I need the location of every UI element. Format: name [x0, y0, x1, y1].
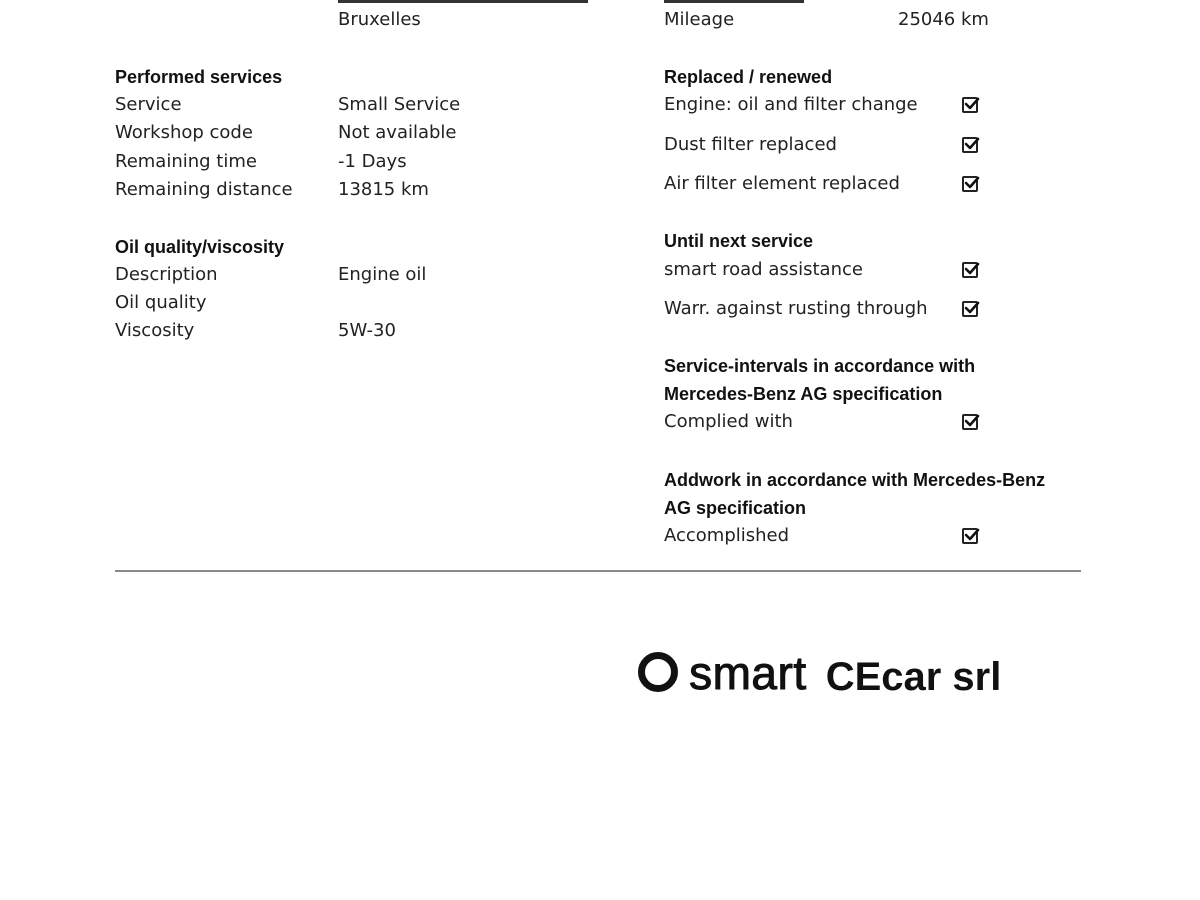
accomplished-checkbox[interactable]	[962, 528, 978, 544]
cutoff-text-fragment	[338, 0, 588, 3]
viscosity-value: 5W-30	[338, 320, 396, 341]
stamp-company: CEcar srl	[825, 655, 1002, 699]
check-icon	[963, 260, 981, 278]
remaining-time-label: Remaining time	[115, 151, 257, 172]
rust-warranty-label: Warr. against rusting through	[664, 298, 928, 319]
smart-logo-icon	[638, 652, 678, 692]
engine-oil-filter-checkbox[interactable]	[962, 97, 978, 113]
oil-heading: Oil quality/viscosity	[115, 237, 285, 257]
cutoff-text-fragment	[664, 0, 804, 3]
air-filter-checkbox[interactable]	[962, 176, 978, 192]
service-value: Small Service	[338, 94, 461, 115]
complied-with-checkbox[interactable]	[962, 414, 978, 430]
dust-filter-label: Dust filter replaced	[664, 134, 837, 155]
remaining-distance-value: 13815 km	[338, 179, 429, 200]
city-value: Bruxelles	[338, 9, 421, 30]
intervals-heading-line1: Service-intervals in accordance with	[664, 356, 976, 376]
replaced-heading: Replaced / renewed	[664, 67, 833, 87]
complied-with-label: Complied with	[664, 411, 793, 432]
section-divider	[115, 570, 1081, 572]
viscosity-label: Viscosity	[115, 320, 195, 341]
dealer-stamp	[638, 647, 1002, 699]
check-icon	[963, 174, 981, 192]
workshop-code-label: Workshop code	[115, 122, 253, 143]
mileage-label: Mileage	[664, 9, 735, 30]
stamp-brand: smart	[689, 647, 807, 699]
mileage-value: 25046 km	[898, 9, 989, 30]
accomplished-label: Accomplished	[664, 525, 790, 546]
description-value: Engine oil	[338, 264, 427, 285]
remaining-distance-label: Remaining distance	[115, 179, 293, 200]
road-assistance-checkbox[interactable]	[962, 262, 978, 278]
engine-oil-filter-label: Engine: oil and filter change	[664, 94, 918, 115]
performed-services-heading: Performed services	[115, 67, 283, 87]
road-assistance-label: smart road assistance	[664, 259, 863, 280]
remaining-time-value: -1 Days	[338, 151, 407, 172]
intervals-heading-line2: Mercedes-Benz AG specification	[664, 384, 943, 404]
air-filter-label: Air filter element replaced	[664, 173, 900, 194]
check-icon	[963, 526, 981, 544]
oil-quality-label: Oil quality	[115, 292, 207, 313]
rust-warranty-checkbox[interactable]	[962, 301, 978, 317]
until-next-heading: Until next service	[664, 231, 814, 251]
service-label: Service	[115, 94, 182, 115]
check-icon	[963, 135, 981, 153]
description-label: Description	[115, 264, 218, 285]
workshop-code-value: Not available	[338, 122, 457, 143]
addwork-heading-line1: Addwork in accordance with Mercedes-Benz	[664, 470, 1046, 490]
addwork-heading-line2: AG specification	[664, 498, 807, 518]
check-icon	[963, 299, 981, 317]
dust-filter-checkbox[interactable]	[962, 137, 978, 153]
check-icon	[963, 95, 981, 113]
check-icon	[963, 412, 981, 430]
